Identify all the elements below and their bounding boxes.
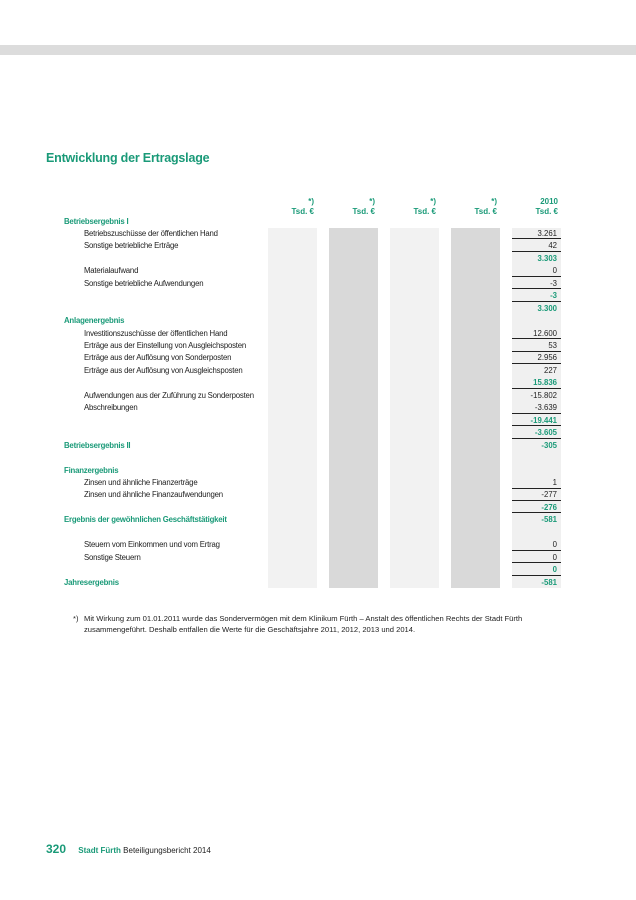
row-value-2010: 2.956 — [512, 352, 561, 364]
row-value-2010: -3 — [512, 290, 561, 302]
table-row — [0, 415, 636, 427]
table-row — [0, 265, 636, 277]
column-header-unit: Tsd. € — [413, 207, 436, 216]
row-value-2010: -276 — [512, 502, 561, 514]
table-row — [0, 340, 636, 352]
row-label: Zinsen und ähnliche Finanzerträge — [84, 478, 198, 488]
footnote-mark: *) — [73, 614, 79, 623]
row-value-2010: 15.836 — [512, 377, 561, 389]
row-label: Erträge aus der Auflösung von Ausgleichsposten — [84, 365, 243, 375]
row-value-2010: -15.802 — [530, 390, 557, 400]
row-value-2010: 12.600 — [512, 328, 561, 340]
table-row — [0, 352, 636, 364]
row-label: Anlagenergebnis — [64, 316, 125, 326]
row-value-2010: 53 — [512, 340, 561, 352]
table-row — [0, 564, 636, 576]
page-number: 320 — [46, 842, 67, 856]
row-value-2010: -581 — [541, 515, 557, 525]
column-header-year: *) — [430, 197, 436, 206]
row-label: Sonstige betriebliche Aufwendungen — [84, 278, 204, 288]
footer-org: Stadt Fürth — [78, 846, 121, 855]
row-value-2010: -3 — [512, 278, 561, 290]
row-label: Erträge aus der Einstellung von Ausgleichsposten — [84, 341, 247, 351]
row-label: Abschreibungen — [84, 403, 138, 413]
table-row — [0, 228, 636, 240]
table-row — [0, 552, 636, 564]
table-row — [0, 328, 636, 340]
page-footer — [46, 842, 211, 856]
row-value-2010: 0 — [512, 564, 561, 576]
top-bar — [0, 45, 636, 55]
table-row — [0, 465, 636, 477]
column-header-unit: Tsd. € — [352, 207, 375, 216]
table-row — [0, 390, 636, 402]
row-value-2010: -3.605 — [512, 427, 561, 439]
row-value-2010: 0 — [512, 265, 561, 277]
table-row — [0, 527, 636, 539]
row-label: Sonstige Steuern — [84, 552, 141, 562]
row-value-2010: 3.261 — [512, 228, 561, 240]
table-row — [0, 278, 636, 290]
row-value-2010: 3.300 — [537, 303, 557, 313]
column-header-unit: Tsd. € — [535, 207, 558, 216]
table-row — [0, 290, 636, 302]
table-row — [0, 365, 636, 377]
row-label: Betriebsergebnis II — [64, 440, 131, 450]
table-row — [0, 577, 636, 589]
row-label: Jahresergebnis — [64, 577, 119, 587]
table-row — [0, 477, 636, 489]
column-header-year: *) — [369, 197, 375, 206]
table-row — [0, 216, 636, 228]
column-header-year: 2010 — [540, 197, 558, 206]
table-row — [0, 427, 636, 439]
column-header-year: *) — [491, 197, 497, 206]
table-row — [0, 502, 636, 514]
row-label: Ergebnis der gewöhnlichen Geschäftstätigkeit — [64, 515, 227, 525]
row-value-2010: -277 — [512, 489, 561, 501]
column-header-year: *) — [308, 197, 314, 206]
column-header-unit: Tsd. € — [291, 207, 314, 216]
table-row — [0, 402, 636, 414]
page-title: Entwicklung der Ertragslage — [46, 151, 210, 165]
row-label: Zinsen und ähnliche Finanzaufwendungen — [84, 490, 223, 500]
row-label: Aufwendungen aus der Zuführung zu Sonderposten — [84, 390, 254, 400]
row-label: Betriebsergebnis I — [64, 216, 129, 226]
row-label: Sonstige betriebliche Erträge — [84, 241, 179, 251]
table-row — [0, 253, 636, 265]
table-row — [0, 514, 636, 526]
row-value-2010: -3.639 — [512, 402, 561, 414]
row-value-2010: 42 — [512, 240, 561, 252]
row-label: Materialaufwand — [84, 266, 139, 276]
table-row — [0, 303, 636, 315]
row-value-2010: 3.303 — [537, 253, 557, 263]
row-value-2010: 0 — [512, 539, 561, 551]
row-value-2010: -19.441 — [512, 415, 561, 427]
footnote-text: Mit Wirkung zum 01.01.2011 wurde das Sondervermögen mit dem Klinikum Fürth – Anstalt des öffentlichen Rechts der Stadt Fürth zusammengeführt. Deshalb entfallen die Werte für die Geschäftsjahre 2011, 2012, 2013 und 2014. — [84, 614, 523, 634]
table-row — [0, 489, 636, 501]
income-table — [0, 216, 636, 590]
table-row — [0, 452, 636, 464]
row-value-2010: 0 — [512, 552, 561, 564]
row-value-2010: 1 — [512, 477, 561, 489]
row-value-2010: -581 — [541, 577, 557, 587]
row-label: Betriebszuschüsse der öffentlichen Hand — [84, 228, 218, 238]
footer-doc: Beteiligungsbericht 2014 — [123, 846, 211, 855]
table-row — [0, 440, 636, 452]
table-row — [0, 315, 636, 327]
row-label: Investitionszuschüsse der öffentlichen Hand — [84, 328, 228, 338]
table-row — [0, 240, 636, 252]
column-header-unit: Tsd. € — [474, 207, 497, 216]
row-label: Finanzergebnis — [64, 465, 119, 475]
row-value-2010: -305 — [541, 440, 557, 450]
row-label: Erträge aus der Auflösung von Sonderposten — [84, 353, 232, 363]
row-label: Steuern vom Einkommen und vom Ertrag — [84, 540, 220, 550]
row-value-2010: 227 — [543, 365, 557, 375]
table-row — [0, 539, 636, 551]
footnote — [73, 613, 562, 635]
table-row — [0, 377, 636, 389]
